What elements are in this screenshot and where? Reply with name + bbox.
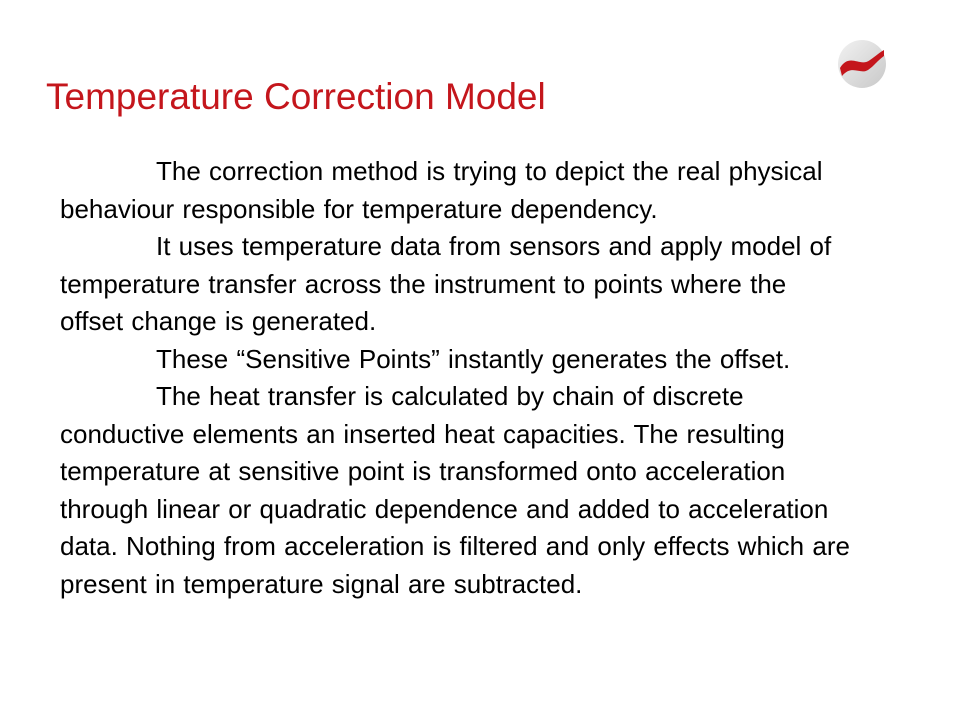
company-logo-icon: [836, 38, 888, 90]
slide-body: [60, 153, 850, 603]
body-paragraph: These “Sensitive Points” instantly generates the offset.: [156, 343, 791, 374]
slide-title: Temperature Correction Model: [46, 76, 546, 117]
body-paragraph: The heat transfer is calculated by chain of discrete conductive elements an inserted heat capacities. The resulting temperature at sensitive point is transformed onto acceleration through linear or quadratic dependence and added to acceleration data. Nothing from acceleration is filtered and only effects which are present in temperature signal are subtracted.: [60, 381, 850, 599]
body-paragraph: It uses temperature data from sensors and apply model of temperature transfer across the instrument to points where the offset change is generated.: [60, 231, 832, 336]
body-paragraph: The correction method is trying to depict the real physical behaviour responsible for temperature dependency.: [60, 156, 823, 224]
